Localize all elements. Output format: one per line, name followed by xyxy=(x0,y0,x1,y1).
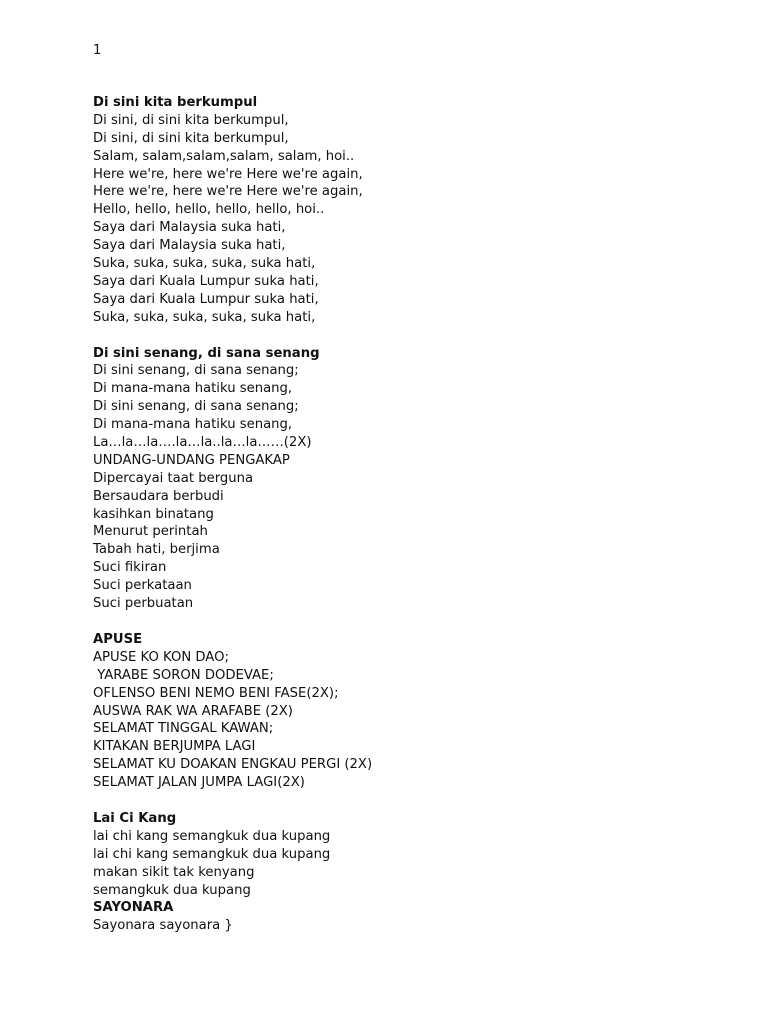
lyric-line: Saya dari Malaysia suka hati, xyxy=(93,220,286,236)
lyric-line: Here we're, here we're Here we're again, xyxy=(93,166,363,182)
song-title: Di sini kita berkumpul xyxy=(93,95,258,110)
lyric-line: Di sini, di sini kita berkumpul, xyxy=(93,112,289,128)
lyric-line: Suci fikiran xyxy=(93,560,167,576)
lyric-line: AUSWA RAK WA ARAFABE (2X) xyxy=(93,703,293,719)
song-section-1 xyxy=(93,94,733,327)
lyric-line: makan sikit tak kenyang xyxy=(93,864,255,880)
lyric-line: Menurut perintah xyxy=(93,524,208,540)
lyric-line: lai chi kang semangkuk dua kupang xyxy=(93,828,331,844)
lyric-line: Suci perkataan xyxy=(93,578,192,594)
lyric-line: Sayonara sayonara } xyxy=(93,918,233,934)
song-title: Di sini senang, di sana senang xyxy=(93,345,320,361)
lyric-line: UNDANG-UNDANG PENGAKAP xyxy=(93,452,290,468)
lyric-line: kasihkan binatang xyxy=(93,506,214,522)
song-section-4 xyxy=(93,810,733,935)
lyric-line: Dipercayai taat berguna xyxy=(93,470,254,486)
lyric-line: SELAMAT KU DOAKAN ENGKAU PERGI (2X) xyxy=(93,757,373,773)
song-title: Lai Ci Kang xyxy=(93,810,177,826)
song-section-3 xyxy=(93,631,733,792)
lyric-line: Salam, salam,salam,salam, salam, hoi.. xyxy=(93,148,355,164)
lyric-line: Saya dari Kuala Lumpur suka hati, xyxy=(93,291,319,307)
song-subtitle: SAYONARA xyxy=(93,900,174,916)
lyric-line: APUSE KO KON DAO; xyxy=(93,649,229,665)
lyric-line: Suci perbuatan xyxy=(93,596,194,612)
lyric-line: OFLENSO BENI NEMO BENI FASE(2X); xyxy=(93,685,339,701)
lyric-line: semangkuk dua kupang xyxy=(93,882,251,898)
lyric-line: Tabah hati, berjima xyxy=(93,542,220,558)
page-number: 1 xyxy=(93,43,102,58)
document-page xyxy=(93,42,733,953)
lyric-line: Suka, suka, suka, suka, suka hati, xyxy=(93,309,316,325)
lyric-line: KITAKAN BERJUMPA LAGI xyxy=(93,739,256,755)
lyric-line: Here we're, here we're Here we're again, xyxy=(93,184,363,200)
lyric-line: Di sini, di sini kita berkumpul, xyxy=(93,130,289,146)
lyric-line: Di sini senang, di sana senang; xyxy=(93,363,299,379)
lyric-line: lai chi kang semangkuk dua kupang xyxy=(93,846,331,862)
song-title: APUSE xyxy=(93,631,143,647)
lyric-line: Saya dari Malaysia suka hati, xyxy=(93,238,286,254)
lyric-line: SELAMAT JALAN JUMPA LAGI(2X) xyxy=(93,775,305,791)
lyric-line: YARABE SORON DODEVAE; xyxy=(93,667,274,683)
lyric-line: Di sini senang, di sana senang; xyxy=(93,399,299,415)
song-section-2 xyxy=(93,345,733,613)
lyric-line: Saya dari Kuala Lumpur suka hati, xyxy=(93,273,319,289)
lyric-line: La…la…la….la…la..la…la……(2X) xyxy=(93,435,312,451)
lyric-line: Bersaudara berbudi xyxy=(93,488,224,504)
lyric-line: Di mana-mana hatiku senang, xyxy=(93,381,293,397)
lyric-line: Di mana-mana hatiku senang, xyxy=(93,417,293,433)
lyric-line: Hello, hello, hello, hello, hello, hoi.. xyxy=(93,202,325,218)
lyric-line: Suka, suka, suka, suka, suka hati, xyxy=(93,256,316,272)
lyric-line: SELAMAT TINGGAL KAWAN; xyxy=(93,721,274,737)
